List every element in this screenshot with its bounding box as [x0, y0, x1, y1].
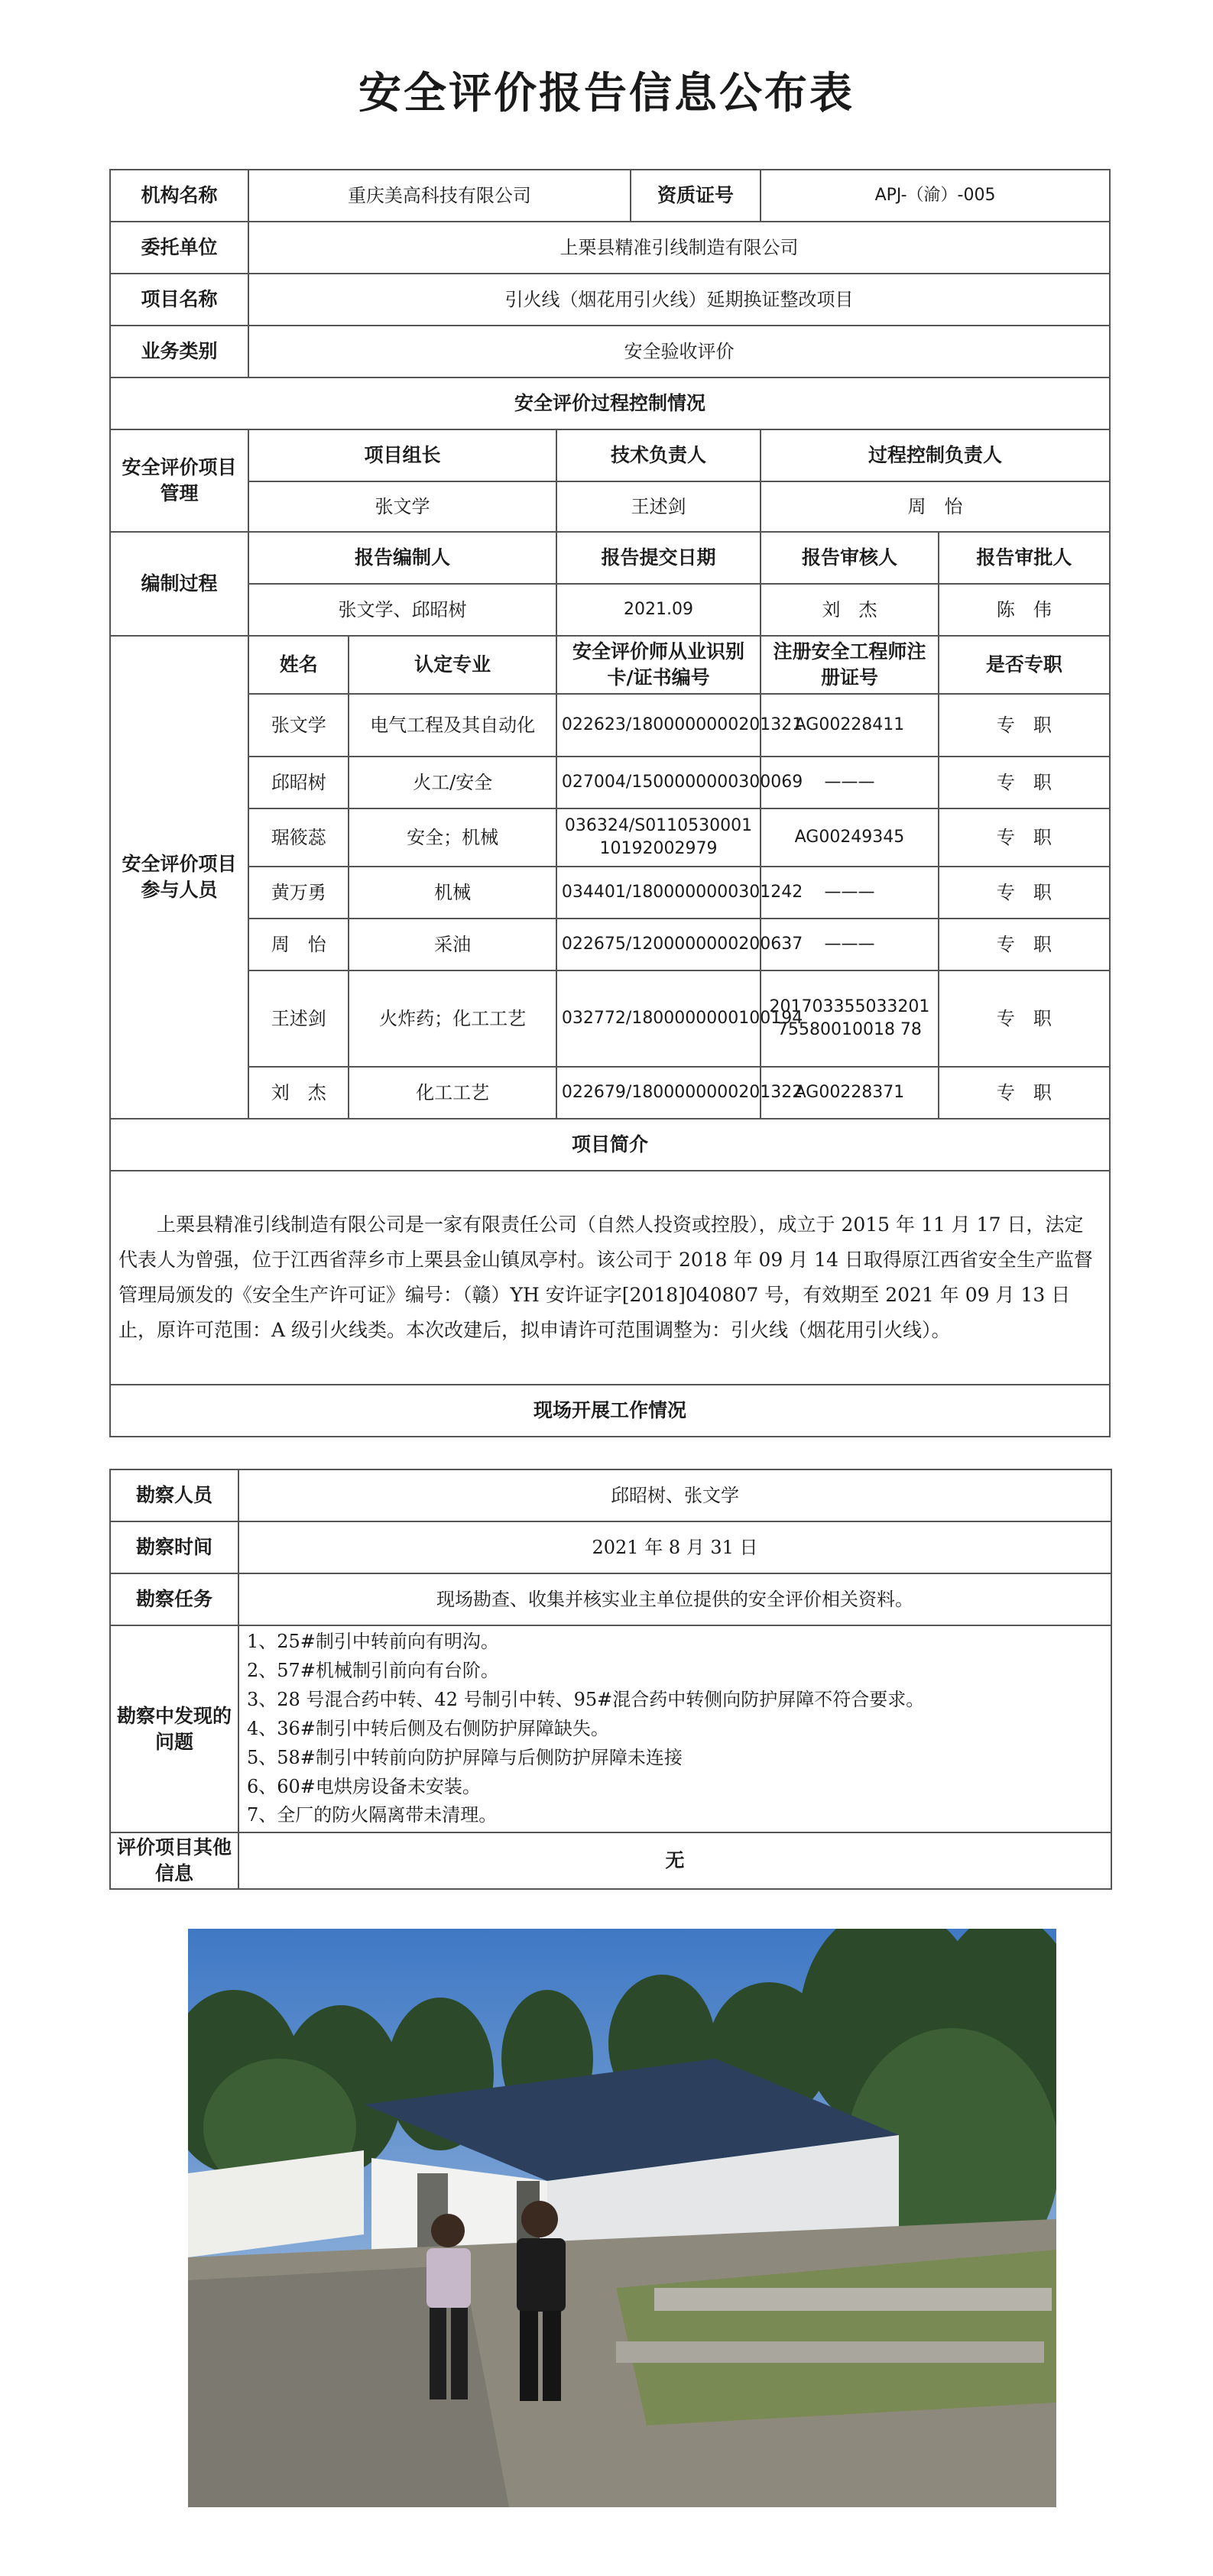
issues-list [238, 1625, 1111, 1832]
project-value: 引火线（烟花用引火线）延期换证整改项目 [248, 274, 1110, 326]
table-row [110, 1067, 1110, 1119]
table-row [110, 694, 1110, 757]
list-item: 3、28 号混合药中转、42 号制引中转、95#混合药中转侧向防护屏障不符合要求。 [247, 1688, 925, 1710]
table-row [110, 867, 1110, 919]
issues-label: 勘察中发现的问题 [110, 1625, 238, 1832]
participant-reg: ——— [761, 757, 939, 808]
org-label: 机构名称 [110, 170, 248, 222]
participant-reg: AG00249345 [761, 808, 939, 867]
participants-header-major: 认定专业 [349, 636, 556, 694]
participant-reg: AG00228371 [761, 1067, 939, 1119]
process-heading: 安全评价过程控制情况 [110, 377, 1110, 429]
participant-major: 采油 [349, 919, 556, 970]
list-item: 5、58#制引中转前向防护屏障与后侧防护屏障未连接 [247, 1746, 683, 1768]
client-value: 上栗县精准引线制造有限公司 [248, 222, 1110, 274]
time-label: 勘察时间 [110, 1521, 238, 1573]
participant-major: 化工工艺 [349, 1067, 556, 1119]
participant-name: 周 怡 [248, 919, 349, 970]
table-row [110, 970, 1110, 1067]
participant-name: 黄万勇 [248, 867, 349, 919]
mgmt-header-tech: 技术负责人 [556, 429, 761, 481]
participant-fulltime: 专 职 [939, 1067, 1110, 1119]
participants-header-card: 安全评价师从业识别卡/证书编号 [556, 636, 761, 694]
org-value: 重庆美高科技有限公司 [248, 170, 631, 222]
summary-heading: 项目简介 [110, 1119, 1110, 1171]
participant-fulltime: 专 职 [939, 808, 1110, 867]
participant-card: 032772/1800000000100194 [556, 970, 761, 1067]
participant-major: 安全；机械 [349, 808, 556, 867]
field-table [109, 1469, 1112, 1890]
participant-name: 刘 杰 [248, 1067, 349, 1119]
compile-header-approver: 报告审批人 [939, 532, 1110, 584]
participants-header-reg: 注册安全工程师注册证号 [761, 636, 939, 694]
list-item: 4、36#制引中转后侧及右侧防护屏障缺失。 [247, 1717, 609, 1739]
participant-name: 邱昭树 [248, 757, 349, 808]
participant-fulltime: 专 职 [939, 694, 1110, 757]
participant-fulltime: 专 职 [939, 970, 1110, 1067]
participant-name: 王述剑 [248, 970, 349, 1067]
mgmt-value-control: 周 怡 [761, 481, 1110, 532]
participant-card: 022623/1800000000201321 [556, 694, 761, 757]
project-label: 项目名称 [110, 274, 248, 326]
mgmt-label: 安全评价项目管理 [110, 429, 248, 532]
participant-fulltime: 专 职 [939, 757, 1110, 808]
participant-card: 027004/1500000000300069 [556, 757, 761, 808]
compile-value-date: 2021.09 [556, 584, 761, 636]
participant-card: 036324/S011053000110192002979 [556, 808, 761, 867]
compile-value-reviewer: 刘 杰 [761, 584, 939, 636]
mgmt-header-leader: 项目组长 [248, 429, 556, 481]
participant-major: 机械 [349, 867, 556, 919]
participant-card: 034401/1800000000301242 [556, 867, 761, 919]
task-label: 勘察任务 [110, 1573, 238, 1625]
staff-label: 勘察人员 [110, 1469, 238, 1521]
participant-reg: AG00228411 [761, 694, 939, 757]
participant-name: 张文学 [248, 694, 349, 757]
mgmt-header-control: 过程控制负责人 [761, 429, 1110, 481]
table-row [110, 919, 1110, 970]
participant-fulltime: 专 职 [939, 867, 1110, 919]
mgmt-value-tech: 王述剑 [556, 481, 761, 532]
participant-major: 火炸药；化工工艺 [349, 970, 556, 1067]
biz-value: 安全验收评价 [248, 326, 1110, 377]
participants-label: 安全评价项目参与人员 [110, 636, 248, 1119]
field-heading: 现场开展工作情况 [110, 1385, 1110, 1437]
table-row [110, 757, 1110, 808]
summary-text: 上栗县精准引线制造有限公司是一家有限责任公司（自然人投资或控股），成立于 2015 年 11 月 17 日，法定代表人为曾强，位于江西省萍乡市上栗县金山镇凤亭村。该公司于 2018 年 09 月 14 日取得原江西省安全生产监督管理局颁发的《安全生产许可证》编号：（赣）YH 安许证字[2018]040807 号，有效期至 2021 年 09 月 13 日止，原许可范围：A 级引火线类。本次改建后，拟申请许可范围调整为：引火线（烟花用引火线）。 [110, 1171, 1110, 1385]
participant-major: 火工/安全 [349, 757, 556, 808]
compile-header-author: 报告编制人 [248, 532, 556, 584]
time-value: 2021 年 8 月 31 日 [238, 1521, 1111, 1573]
biz-label: 业务类别 [110, 326, 248, 377]
participant-card: 022675/1200000000200637 [556, 919, 761, 970]
other-value: 无 [238, 1832, 1111, 1889]
participants-header-fulltime: 是否专职 [939, 636, 1110, 694]
site-photo [188, 1929, 1056, 2507]
table-row [110, 808, 1110, 867]
compile-header-reviewer: 报告审核人 [761, 532, 939, 584]
compile-value-author: 张文学、邱昭树 [248, 584, 556, 636]
client-label: 委托单位 [110, 222, 248, 274]
task-value: 现场勘查、收集并核实业主单位提供的安全评价相关资料。 [238, 1573, 1111, 1625]
page-title: 安全评价报告信息公布表 [358, 69, 855, 118]
list-item: 1、25#制引中转前向有明沟。 [247, 1631, 499, 1652]
list-item: 7、全厂的防火隔离带未清理。 [247, 1804, 498, 1826]
participant-reg: ——— [761, 919, 939, 970]
list-item: 6、60#电烘房设备未安装。 [247, 1775, 481, 1797]
cert-label: 资质证号 [631, 170, 761, 222]
other-label: 评价项目其他信息 [110, 1832, 238, 1889]
mgmt-value-leader: 张文学 [248, 481, 556, 532]
staff-value: 邱昭树、张文学 [238, 1469, 1111, 1521]
participant-name: 琚筱蕊 [248, 808, 349, 867]
compile-header-date: 报告提交日期 [556, 532, 761, 584]
participants-header-name: 姓名 [248, 636, 349, 694]
participant-card: 022679/1800000000201322 [556, 1067, 761, 1119]
participant-reg: ——— [761, 867, 939, 919]
participant-reg: 20170335503320175580010018 78 [761, 970, 939, 1067]
info-table [109, 169, 1111, 1437]
list-item: 2、57#机械制引前向有台阶。 [247, 1659, 499, 1681]
participant-major: 电气工程及其自动化 [349, 694, 556, 757]
compile-label: 编制过程 [110, 532, 248, 636]
compile-value-approver: 陈 伟 [939, 584, 1110, 636]
participant-fulltime: 专 职 [939, 919, 1110, 970]
cert-value: APJ-（渝）-005 [761, 170, 1110, 222]
site-photo-illustration [188, 1929, 1056, 2507]
